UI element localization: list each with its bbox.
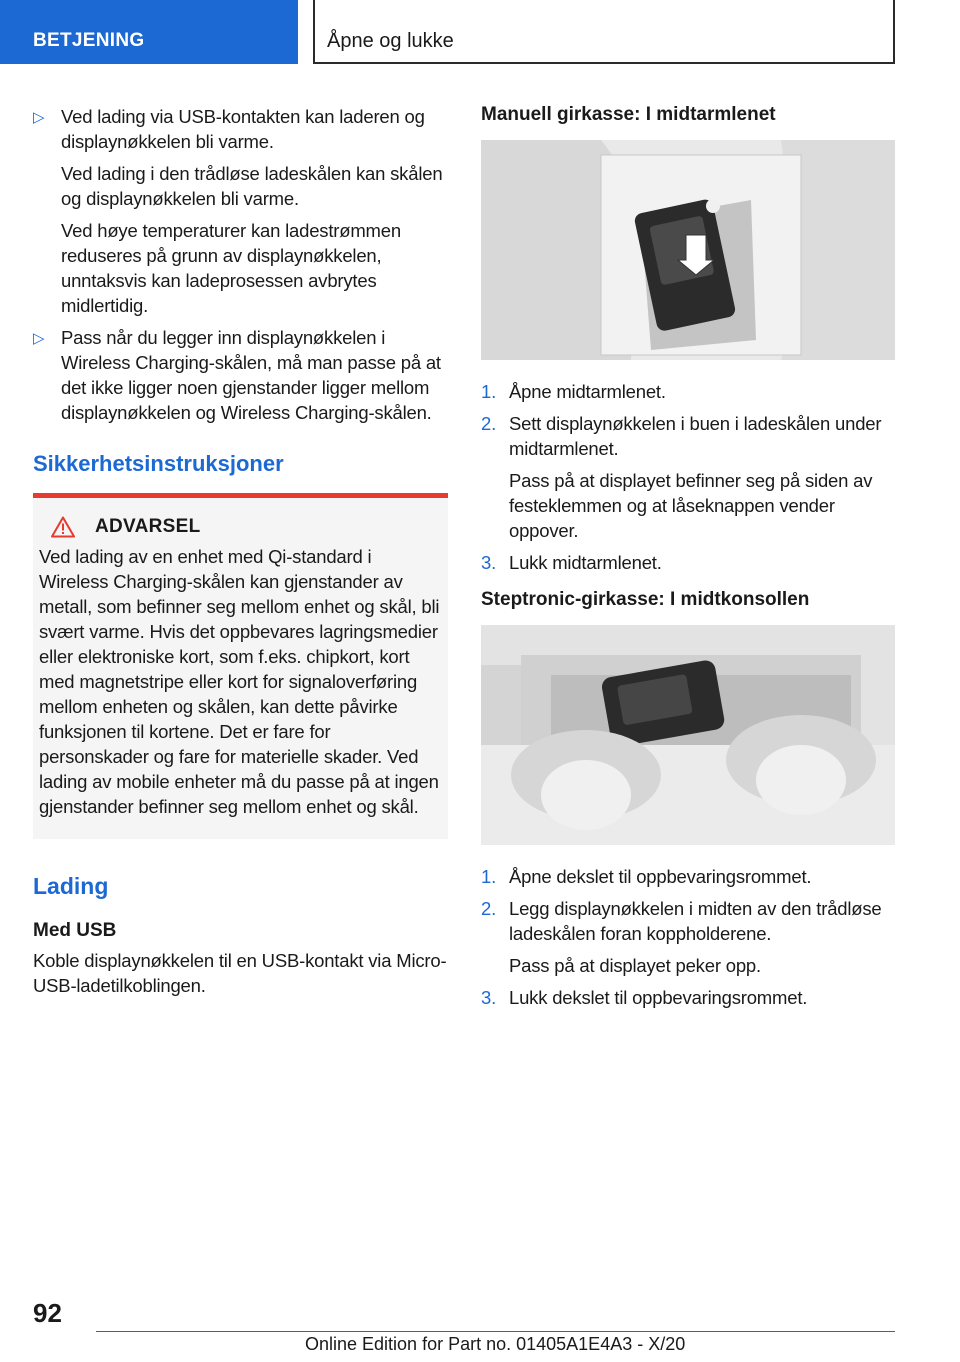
section-tab: BETJENING xyxy=(0,0,298,64)
step-number: 2. xyxy=(481,898,497,919)
step-text: Lukk dekslet til oppbevaringsrommet. xyxy=(509,987,808,1008)
step-item xyxy=(481,411,895,543)
bullet-item xyxy=(33,104,448,318)
footer-edition: Online Edition for Part no. 01405A1E4A3 - X/20 xyxy=(305,1334,686,1354)
step-text: Pass på at displayet befinner seg på siden av festeklemmen og at låseknappen vender oppover. xyxy=(509,470,873,541)
step-text: Legg displaynøkkelen i midten av den trådløse ladeskålen foran koppholderene. xyxy=(509,898,882,944)
steptronic-steps xyxy=(481,864,895,1010)
warning-title: ADVARSEL xyxy=(95,516,201,537)
bullet-item xyxy=(33,325,448,425)
step-number: 1. xyxy=(481,381,497,402)
manual-gearbox-heading: Manuell girkasse: I midtarmlenet xyxy=(481,104,776,125)
triangle-bullet-icon: ▷ xyxy=(33,109,45,126)
armrest-charging-photo xyxy=(481,140,895,360)
step-number: 3. xyxy=(481,987,497,1008)
step-item xyxy=(481,985,895,1010)
bullet-paragraph: Ved lading i den trådløse ladeskålen kan skålen og displaynøkkelen bli varme. xyxy=(61,163,443,209)
usb-text: Koble displaynøkkelen til en USB-kontakt via Micro-USB-ladetilkoblingen. xyxy=(33,950,447,996)
manual-steps xyxy=(481,379,895,575)
warning-text: Ved lading av en enhet med Qi-standard i Wireless Charging-skålen kan gjenstander av metall, som befinner seg mellom enhet og skål, bli svært varme. Hvis det oppbevares lagringsmedier eller elektroniske kort, som f.eks. chipkort, kort med magnetstripe eller kort for signaloverføring mellom enheten og skålen, kan dette påvirke funksjonen til kortene. Det er fare for personskader og fare for materielle skader. Ved lading av mobile enheter må du passe på at ingen gjenstander befinner seg mellom enhet og skål. xyxy=(39,546,440,817)
footer-rule xyxy=(96,1331,895,1332)
step-text: Åpne midtarmlenet. xyxy=(509,381,666,402)
step-text: Lukk midtarmlenet. xyxy=(509,552,662,573)
left-column xyxy=(33,104,448,998)
step-text: Pass på at displayet peker opp. xyxy=(509,955,761,976)
chapter-title: Åpne og lukke xyxy=(313,0,895,64)
step-item xyxy=(481,864,895,889)
step-item xyxy=(481,896,895,978)
bullet-paragraph: Pass når du legger inn displaynøkkelen i Wireless Charging-skålen, må man passe på at det ikke ligger noen gjenstander ligger mellom displaynøkkelen og Wireless Charging-skålen. xyxy=(61,327,441,423)
page-number: 92 xyxy=(33,1298,62,1328)
step-item xyxy=(481,550,895,575)
step-number: 3. xyxy=(481,552,497,573)
step-text: Åpne dekslet til oppbevaringsrommet. xyxy=(509,866,812,887)
bullet-paragraph: Ved lading via USB-kontakten kan laderen og displaynøkkelen bli varme. xyxy=(61,106,425,152)
steptronic-heading: Steptronic-girkasse: I midtkonsollen xyxy=(481,589,810,610)
console-charging-photo xyxy=(481,625,895,845)
triangle-bullet-icon: ▷ xyxy=(33,330,45,347)
right-column xyxy=(481,104,895,1024)
step-text: Sett displaynøkkelen i buen i ladeskålen under midtarmlenet. xyxy=(509,413,882,459)
bullet-paragraph: Ved høye temperaturer kan ladestrømmen reduseres på grunn av displaynøkkelen, unntaksvis kan ladeprosessen avbrytes midlertidig. xyxy=(61,220,401,316)
warning-triangle-icon xyxy=(51,516,75,538)
step-number: 1. xyxy=(481,866,497,887)
warning-box xyxy=(33,498,448,839)
step-item xyxy=(481,379,895,404)
safety-heading: Sikkerhetsinstruksjoner xyxy=(33,451,284,476)
lading-heading: Lading xyxy=(33,873,109,899)
usb-heading: Med USB xyxy=(33,920,117,941)
warning-header xyxy=(51,516,442,538)
step-number: 2. xyxy=(481,413,497,434)
